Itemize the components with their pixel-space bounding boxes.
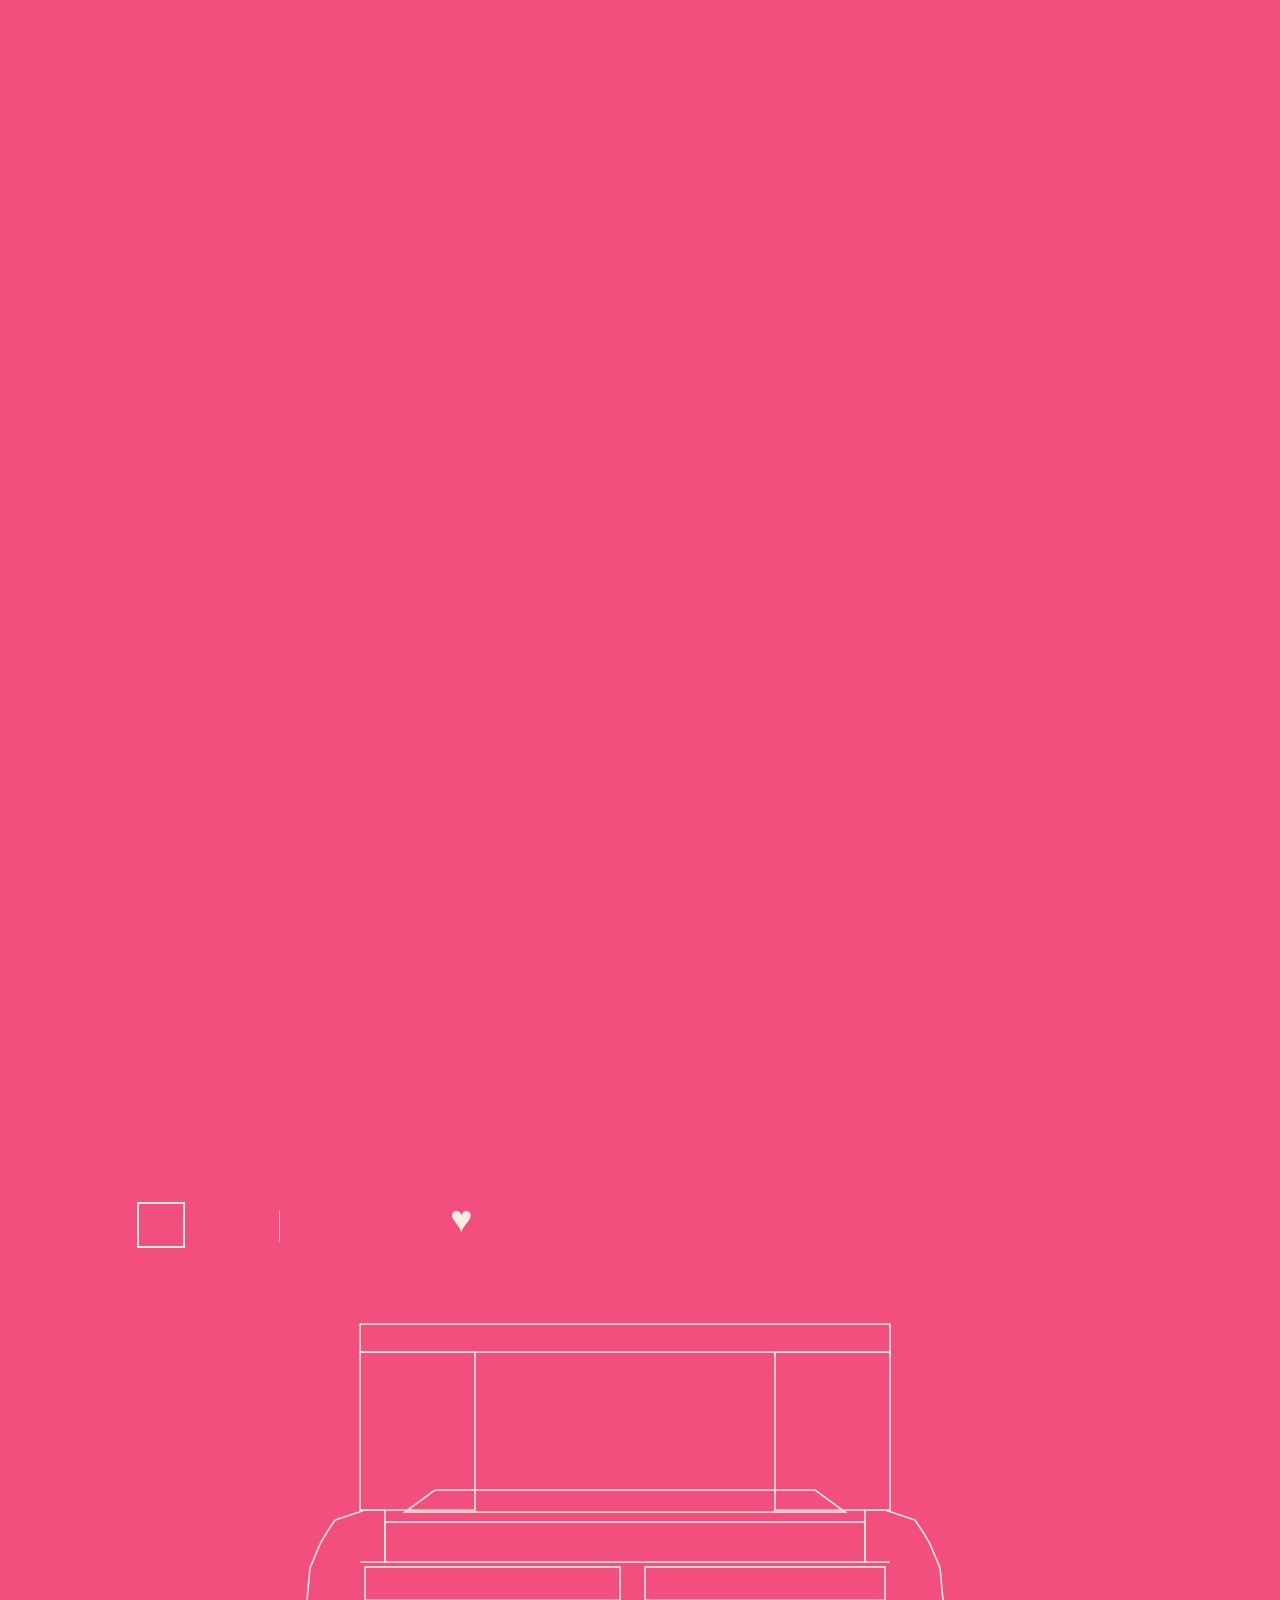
stage-front-blocks [365, 1522, 885, 1600]
stage-left-tower [360, 1352, 475, 1510]
stage-proscenium-top [360, 1324, 890, 1352]
stage-steps-left [307, 1510, 385, 1600]
theatre-stage-illustration [305, 1322, 945, 1600]
heart-icon: ♥ [450, 1199, 474, 1241]
stage-right-tower [775, 1352, 890, 1510]
fnsm-mark [450, 1200, 474, 1240]
stage-steps-right [865, 1510, 943, 1600]
stage-floor [405, 1490, 845, 1512]
fnsm-logo [450, 1200, 474, 1240]
government-header [0, 76, 1280, 109]
aguascalientes-a-logo-icon [137, 1202, 185, 1248]
logo-divider [279, 1210, 280, 1242]
